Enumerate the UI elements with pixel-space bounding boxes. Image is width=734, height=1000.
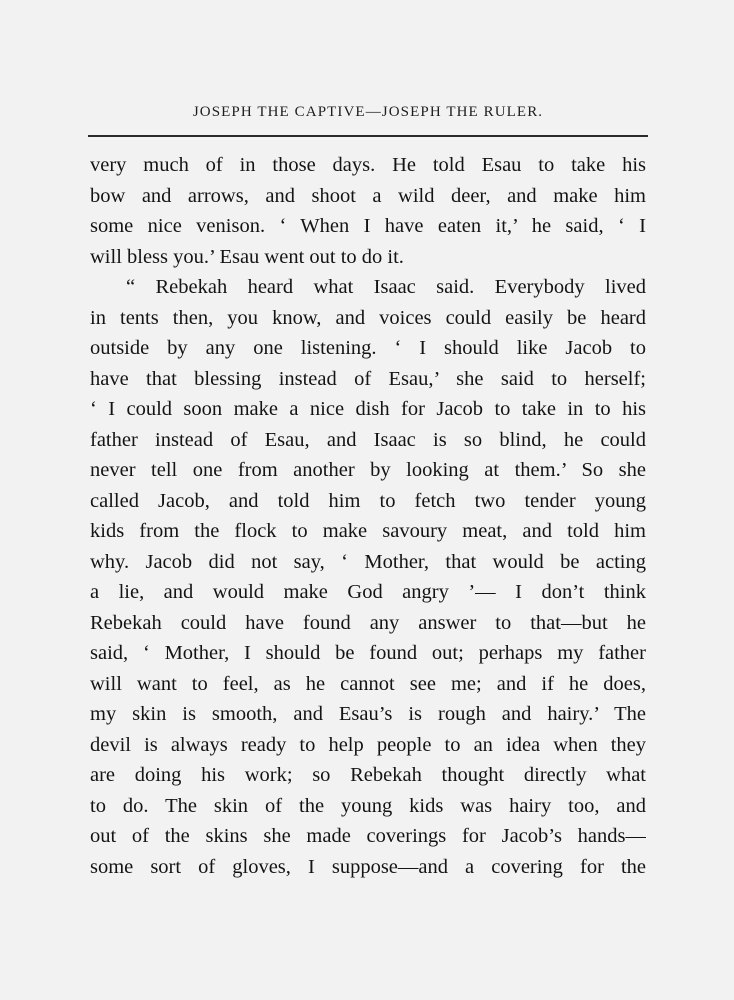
text-line: to do. The skin of the young kids was hairy too, and: [90, 794, 646, 817]
text-line: why. Jacob did not say, ‘ Mother, that would be acting: [90, 550, 646, 573]
text-line: very much of in those days. He told Esau to take his: [90, 154, 646, 176]
text-line: in tents then, you know, and voices could easily be heard: [90, 306, 646, 329]
text-line: said, ‘ Mother, I should be found out; perhaps my father: [90, 642, 646, 664]
text-line: some sort of gloves, I suppose—and a covering for the: [90, 855, 646, 878]
text-line: will want to feel, as he cannot see me; and if he does,: [90, 672, 646, 695]
text-line: bow and arrows, and shoot a wild deer, and make him: [90, 184, 646, 207]
text-line: have that blessing instead of Esau,’ she said to herself;: [90, 367, 646, 390]
running-header: JOSEPH THE CAPTIVE—JOSEPH THE RULER.: [192, 104, 544, 120]
text-line: devil is always ready to help people to an idea when they: [90, 733, 646, 756]
text-line: my skin is smooth, and Esau’s is rough and hairy.’ The: [90, 703, 646, 725]
text-line: will bless you.’ Esau went out to do it.: [90, 245, 404, 268]
text-line: father instead of Esau, and Isaac is so blind, he could: [90, 428, 646, 451]
paragraph-first-line: “ Rebekah heard what Isaac said. Everybody lived: [126, 276, 646, 298]
text-line: outside by any one listening. ‘ I should like Jacob to: [90, 337, 646, 359]
text-line: ‘ I could soon make a nice dish for Jacob to take in to his: [90, 398, 646, 420]
text-line: a lie, and would make God angry ’— I don’t think: [90, 581, 646, 603]
text-line: never tell one from another by looking at them.’ So she: [90, 459, 646, 481]
text-line: called Jacob, and told him to fetch two tender young: [90, 489, 646, 512]
text-line: are doing his work; so Rebekah thought directly what: [90, 764, 646, 786]
body-text: [90, 150, 646, 882]
header-rule: [88, 135, 648, 137]
text-line: out of the skins she made coverings for Jacob’s hands—: [90, 825, 646, 847]
text-line: Rebekah could have found any answer to that—but he: [90, 611, 646, 634]
text-line: some nice venison. ‘ When I have eaten it,’ he said, ‘ I: [90, 215, 646, 237]
text-line: kids from the flock to make savoury meat, and told him: [90, 520, 646, 542]
